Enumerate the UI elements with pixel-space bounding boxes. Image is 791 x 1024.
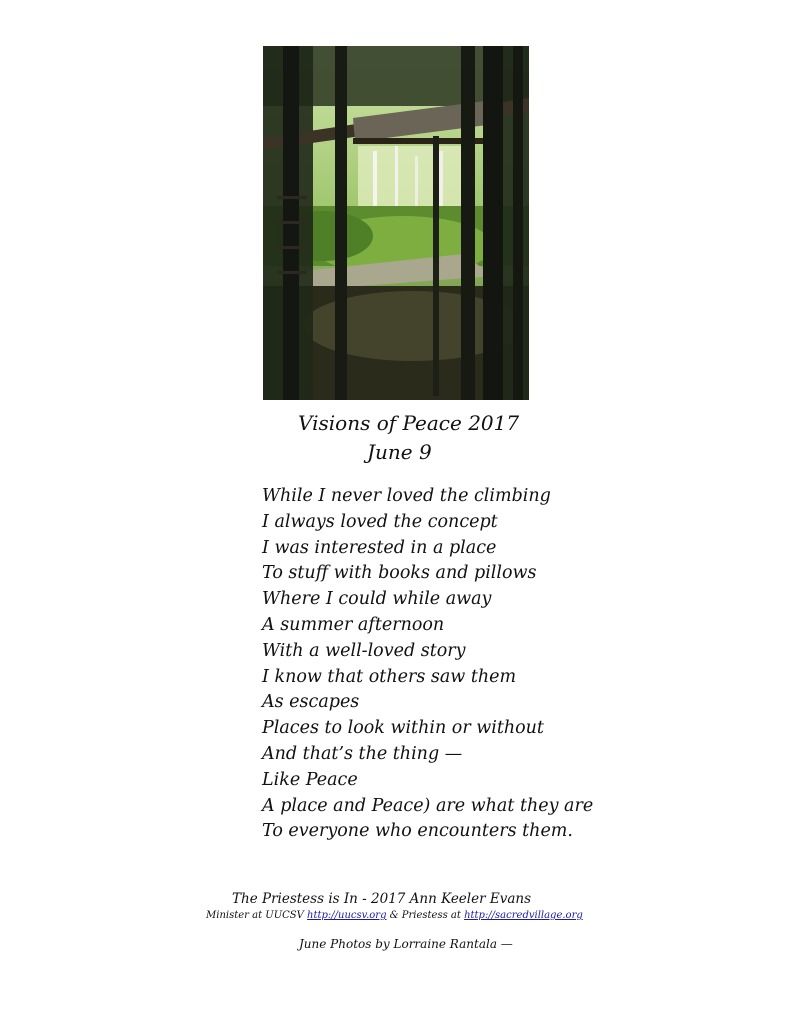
minister-label: Minister at UUCSV: [206, 910, 304, 921]
uucsv-link[interactable]: http://uucsv.org: [307, 910, 387, 921]
poem-line: As escapes: [262, 692, 360, 713]
treehouse-photo: [263, 46, 529, 400]
poem-line: To everyone who encounters them.: [262, 821, 573, 842]
poem-line: And that’s the thing —: [262, 743, 463, 764]
sacredvillage-link[interactable]: http://sacredvillage.org: [464, 910, 583, 921]
poem-line: I know that others saw them: [262, 666, 517, 687]
poem-line: Where I could while away: [262, 589, 492, 610]
affiliation-line: [206, 910, 583, 921]
poem-line: Like Peace: [262, 769, 358, 790]
poem-line: A place and Peace) are what they are: [262, 795, 594, 816]
poem-line: Places to look within or without: [262, 718, 544, 739]
poem-line: I always loved the concept: [262, 511, 498, 532]
photo-credit: June Photos by Lorraine Rantala —: [299, 937, 513, 951]
poem-title: Visions of Peace 2017: [298, 411, 520, 435]
poem-line: With a well-loved story: [262, 640, 466, 661]
poem-line: While I never loved the climbing: [262, 486, 551, 506]
poem-line: A summer afternoon: [262, 614, 445, 635]
poem-body: [262, 484, 593, 845]
priestess-label: & Priestess at: [389, 910, 461, 921]
author-credit: The Priestess is In - 2017 Ann Keeler Evans: [232, 891, 532, 907]
poem-line: I was interested in a place: [262, 537, 497, 558]
poem-date: June 9: [367, 440, 432, 464]
poem-line: To stuff with books and pillows: [262, 563, 537, 584]
